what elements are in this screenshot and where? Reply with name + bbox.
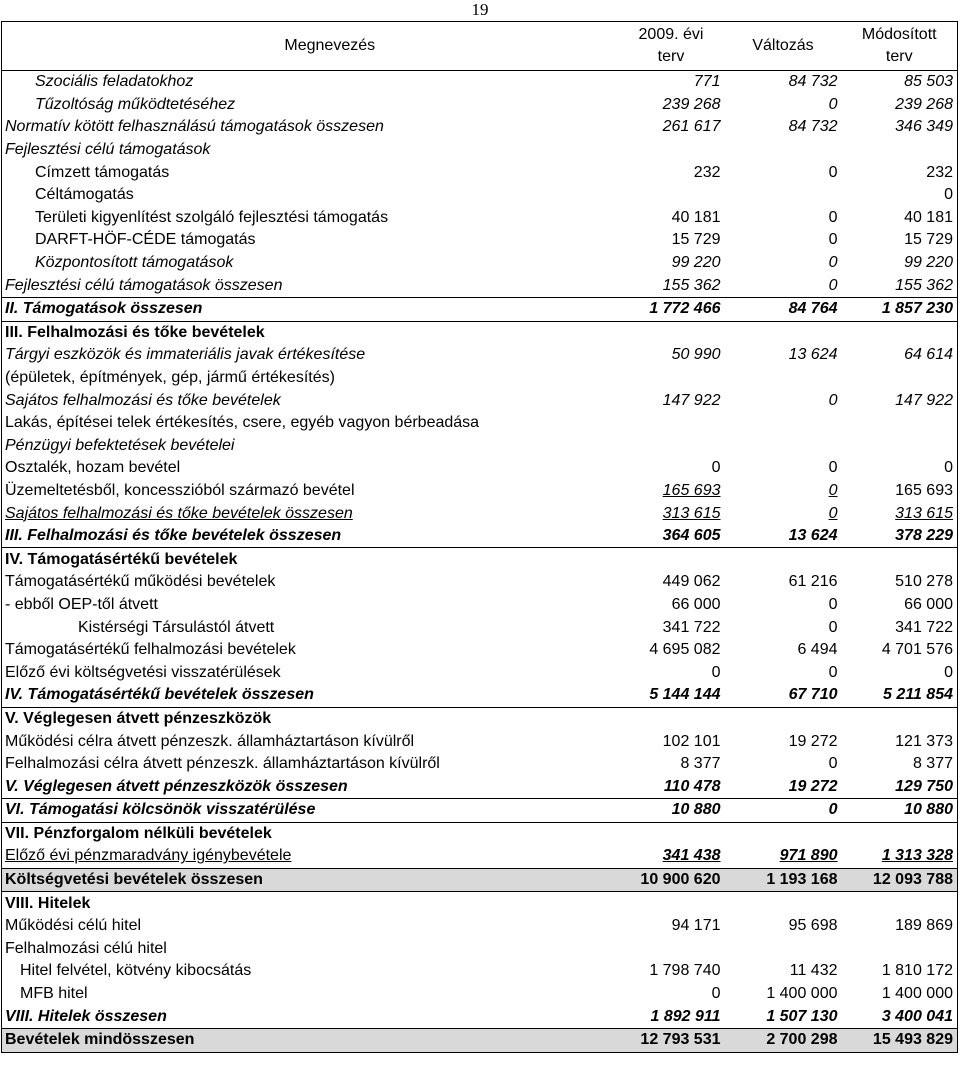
value-modified <box>842 938 958 961</box>
value-change: 971 890 <box>779 847 838 865</box>
value-change <box>725 435 842 458</box>
value-change: 84 732 <box>788 118 838 136</box>
value-plan <box>618 548 725 571</box>
value-change: 0 <box>828 459 838 477</box>
row-label: Területi kigyenlítést szolgáló fejlesztési támogatás <box>2 207 618 230</box>
row-label: Működési célú hitel <box>2 915 618 938</box>
value-plan <box>618 707 725 730</box>
table-row <box>2 412 958 435</box>
value-change: 1 507 130 <box>725 1005 842 1028</box>
value-plan <box>618 321 725 344</box>
value-change: 0 <box>725 799 842 823</box>
value-change: 84 764 <box>725 297 842 321</box>
row-label: (épületek, építmények, gép, jármű értékesítés) <box>2 367 618 390</box>
row-label: III. Felhalmozási és tőke bevételek összesen <box>2 525 618 548</box>
value-modified: 40 181 <box>842 207 958 230</box>
value-modified <box>842 435 958 458</box>
table-row <box>2 229 958 252</box>
table-row <box>2 661 958 684</box>
value-change <box>725 892 842 915</box>
value-modified: 1 857 230 <box>842 297 958 321</box>
table-row <box>2 344 958 367</box>
table-row <box>2 1028 958 1052</box>
value-plan: 110 478 <box>618 775 725 798</box>
value-plan: 771 <box>693 73 721 91</box>
value-modified: 1 810 172 <box>842 960 958 983</box>
table-row <box>2 616 958 639</box>
value-modified: 66 000 <box>842 594 958 617</box>
value-modified: 4 701 576 <box>842 639 958 662</box>
table-row <box>2 571 958 594</box>
table-row <box>2 594 958 617</box>
value-modified: 1 313 328 <box>842 845 958 868</box>
value-plan: 1 798 740 <box>649 962 721 980</box>
row-label: Kistérségi Társulástól átvett <box>2 616 618 639</box>
value-modified: 129 750 <box>842 775 958 798</box>
value-plan: 364 605 <box>618 525 725 548</box>
value-plan: 0 <box>711 985 721 1003</box>
value-change <box>725 184 842 207</box>
row-label: Költségvetési bevételek összesen <box>2 868 618 892</box>
value-modified: 232 <box>842 161 958 184</box>
value-plan: 341 438 <box>662 847 721 865</box>
value-change: 0 <box>828 391 838 409</box>
row-label: Központosított támogatások <box>2 252 618 275</box>
value-change: 13 624 <box>788 346 838 364</box>
row-label: VIII. Hitelek <box>2 892 618 915</box>
table-row <box>2 845 958 868</box>
value-modified <box>842 548 958 571</box>
header-modified-text: Módosított terv <box>861 26 937 65</box>
value-modified: 8 377 <box>842 753 958 776</box>
table-row <box>2 892 958 915</box>
page-number: 19 <box>471 0 489 19</box>
table-row <box>2 71 958 94</box>
value-plan: 94 171 <box>671 917 721 935</box>
table-row <box>2 274 958 297</box>
header-name: Megnevezés <box>2 22 618 71</box>
header-plan-text: 2009. évi terv <box>638 26 704 65</box>
value-plan: 1 892 911 <box>618 1005 725 1028</box>
table-row <box>2 775 958 798</box>
value-modified <box>842 892 958 915</box>
row-label: Pénzügyi befektetések bevételei <box>2 435 618 458</box>
row-label: Támogatásértékű felhalmozási bevételek <box>2 639 618 662</box>
value-plan: 0 <box>711 663 721 681</box>
value-modified <box>842 707 958 730</box>
row-label: Szociális feladatokhoz <box>2 71 618 94</box>
value-modified <box>842 139 958 162</box>
table-row <box>2 502 958 525</box>
value-plan <box>618 367 725 390</box>
value-plan: 15 729 <box>671 231 721 249</box>
value-change: 2 700 298 <box>725 1028 842 1052</box>
row-label: Normatív kötött felhasználású támogatások összesen <box>2 116 618 139</box>
value-plan: 40 181 <box>671 208 721 226</box>
row-label: Előző évi pénzmaradvány igénybevétele <box>2 845 618 868</box>
value-modified: 165 693 <box>842 480 958 503</box>
value-change: 67 710 <box>725 684 842 707</box>
row-label: V. Véglegesen átvett pénzeszközök összesen <box>2 775 618 798</box>
value-change <box>725 707 842 730</box>
value-change <box>725 938 842 961</box>
row-label: Támogatásértékű működési bevételek <box>2 571 618 594</box>
row-label: Címzett támogatás <box>2 161 618 184</box>
value-modified: 147 922 <box>842 389 958 412</box>
value-plan <box>618 184 725 207</box>
value-plan <box>618 412 725 435</box>
value-modified: 85 503 <box>842 71 958 94</box>
header-plan <box>618 22 725 71</box>
row-label: V. Véglegesen átvett pénzeszközök <box>2 707 618 730</box>
value-plan: 341 722 <box>662 618 721 636</box>
value-plan: 8 377 <box>680 755 721 773</box>
value-change <box>725 367 842 390</box>
value-plan: 232 <box>693 163 721 181</box>
row-label: Bevételek mindösszesen <box>2 1028 618 1052</box>
value-plan: 165 693 <box>662 481 721 499</box>
table-row <box>2 139 958 162</box>
table-row <box>2 435 958 458</box>
value-modified: 15 493 829 <box>842 1028 958 1052</box>
table-row <box>2 480 958 503</box>
table-row <box>2 1005 958 1028</box>
table-header-row <box>2 22 958 71</box>
row-label: III. Felhalmozási és tőke bevételek <box>2 321 618 344</box>
value-modified: 189 869 <box>842 915 958 938</box>
table-row <box>2 207 958 230</box>
table-row <box>2 822 958 845</box>
value-plan: 10 900 620 <box>618 868 725 892</box>
value-plan: 261 617 <box>662 118 721 136</box>
row-label: Sajátos felhalmozási és tőke bevételek <box>2 389 618 412</box>
value-modified: 155 362 <box>842 274 958 297</box>
value-change <box>725 412 842 435</box>
value-plan: 155 362 <box>618 274 725 297</box>
value-change: 11 432 <box>789 962 838 980</box>
row-label: Tűzoltóság működtetéséhez <box>2 94 618 117</box>
table-row <box>2 938 958 961</box>
value-change: 19 272 <box>788 732 838 750</box>
value-plan: 12 793 531 <box>618 1028 725 1052</box>
value-change <box>725 321 842 344</box>
table-row <box>2 94 958 117</box>
value-change <box>725 822 842 845</box>
value-change: 0 <box>828 755 838 773</box>
value-modified <box>842 412 958 435</box>
row-label: VIII. Hitelek összesen <box>2 1005 618 1028</box>
table-row <box>2 548 958 571</box>
value-change: 1 193 168 <box>725 868 842 892</box>
header-modified <box>842 22 958 71</box>
value-modified <box>842 367 958 390</box>
row-label: Fejlesztési célú támogatások összesen <box>2 274 618 297</box>
value-change: 1 400 000 <box>766 985 838 1003</box>
value-change: 61 216 <box>788 573 838 591</box>
value-plan: 102 101 <box>662 732 721 750</box>
value-change: 0 <box>828 595 838 613</box>
value-modified <box>842 321 958 344</box>
table-body <box>2 71 958 1053</box>
table-row <box>2 915 958 938</box>
row-label: VI. Támogatási kölcsönök visszatérülése <box>2 799 618 823</box>
value-modified: 313 615 <box>842 502 958 525</box>
row-label: Tárgyi eszközök és immateriális javak értékesítése <box>2 344 618 367</box>
value-modified <box>842 822 958 845</box>
value-change: 84 732 <box>788 73 838 91</box>
value-plan: 5 144 144 <box>618 684 725 707</box>
row-label: Előző évi költségvetési visszatérülések <box>2 661 618 684</box>
value-modified: 64 614 <box>842 344 958 367</box>
row-label: VII. Pénzforgalom nélküli bevételek <box>2 822 618 845</box>
value-change: 6 494 <box>797 641 838 659</box>
value-modified: 10 880 <box>842 799 958 823</box>
row-label: Sajátos felhalmozási és tőke bevételek összesen <box>2 502 618 525</box>
value-modified: 99 220 <box>842 252 958 275</box>
row-label: Céltámogatás <box>2 184 618 207</box>
value-modified: 5 211 854 <box>842 684 958 707</box>
value-change: 0 <box>828 208 838 226</box>
row-label: Osztalék, hozam bevétel <box>2 457 618 480</box>
value-change: 95 698 <box>788 917 838 935</box>
row-label: - ebből OEP-től átvett <box>2 594 618 617</box>
value-change: 0 <box>828 254 838 272</box>
table-row <box>2 116 958 139</box>
row-label: Fejlesztési célú támogatások <box>2 139 618 162</box>
value-change: 0 <box>828 663 838 681</box>
value-modified: 12 093 788 <box>842 868 958 892</box>
value-modified: 378 229 <box>842 525 958 548</box>
row-label: Felhalmozási célra átvett pénzeszk. államháztartáson kívülről <box>2 753 618 776</box>
value-plan: 1 772 466 <box>618 297 725 321</box>
value-change: 0 <box>828 504 838 522</box>
table-row <box>2 367 958 390</box>
table-row <box>2 297 958 321</box>
row-label: Működési célra átvett pénzeszk. államháztartáson kívülről <box>2 730 618 753</box>
table-row <box>2 457 958 480</box>
value-plan <box>618 938 725 961</box>
value-modified: 239 268 <box>842 94 958 117</box>
value-plan: 99 220 <box>671 254 721 272</box>
table-row <box>2 983 958 1006</box>
table-row <box>2 184 958 207</box>
value-change: 19 272 <box>725 775 842 798</box>
value-plan: 0 <box>711 459 721 477</box>
value-modified: 15 729 <box>842 229 958 252</box>
table-row <box>2 321 958 344</box>
table-row <box>2 868 958 892</box>
value-plan: 313 615 <box>662 504 721 522</box>
value-change: 0 <box>828 231 838 249</box>
row-label: Hitel felvétel, kötvény kibocsátás <box>2 960 618 983</box>
value-change: 0 <box>828 163 838 181</box>
value-change: 0 <box>828 481 838 499</box>
value-plan: 239 268 <box>662 95 721 113</box>
value-plan: 449 062 <box>662 573 721 591</box>
row-label: DARFT-HÖF-CÉDE támogatás <box>2 229 618 252</box>
row-label: Üzemeltetésből, koncesszióból származó bevétel <box>2 480 618 503</box>
table-row <box>2 960 958 983</box>
value-plan <box>618 822 725 845</box>
value-modified: 346 349 <box>842 116 958 139</box>
table-row <box>2 639 958 662</box>
row-label: Felhalmozási célú hitel <box>2 938 618 961</box>
table-row <box>2 252 958 275</box>
value-change <box>725 548 842 571</box>
table-row <box>2 707 958 730</box>
value-modified: 121 373 <box>842 730 958 753</box>
value-plan: 4 695 082 <box>649 641 721 659</box>
value-modified: 510 278 <box>842 571 958 594</box>
value-modified: 0 <box>842 184 958 207</box>
header-change: Változás <box>725 22 842 71</box>
value-modified: 0 <box>842 661 958 684</box>
value-plan: 147 922 <box>662 391 721 409</box>
table-row <box>2 161 958 184</box>
value-change: 0 <box>725 274 842 297</box>
table-row <box>2 684 958 707</box>
value-change: 13 624 <box>725 525 842 548</box>
value-plan: 66 000 <box>671 595 721 613</box>
value-plan <box>618 139 725 162</box>
table-row <box>2 730 958 753</box>
value-change: 0 <box>828 95 838 113</box>
row-label: MFB hitel <box>2 983 618 1006</box>
table-row <box>2 525 958 548</box>
value-plan <box>618 892 725 915</box>
table-row <box>2 799 958 823</box>
table-row <box>2 389 958 412</box>
value-plan: 50 990 <box>671 346 721 364</box>
revenue-table <box>1 21 958 1053</box>
value-modified: 1 400 000 <box>842 983 958 1006</box>
value-change <box>725 139 842 162</box>
value-plan: 10 880 <box>618 799 725 823</box>
row-label: II. Támogatások összesen <box>2 297 618 321</box>
value-plan <box>618 435 725 458</box>
row-label: Lakás, építései telek értékesítés, csere, egyéb vagyon bérbeadása <box>2 412 618 435</box>
row-label: IV. Támogatásértékű bevételek <box>2 548 618 571</box>
value-change: 0 <box>828 618 838 636</box>
row-label: IV. Támogatásértékű bevételek összesen <box>2 684 618 707</box>
value-modified: 0 <box>842 457 958 480</box>
value-modified: 3 400 041 <box>842 1005 958 1028</box>
table-row <box>2 753 958 776</box>
value-modified: 341 722 <box>842 616 958 639</box>
